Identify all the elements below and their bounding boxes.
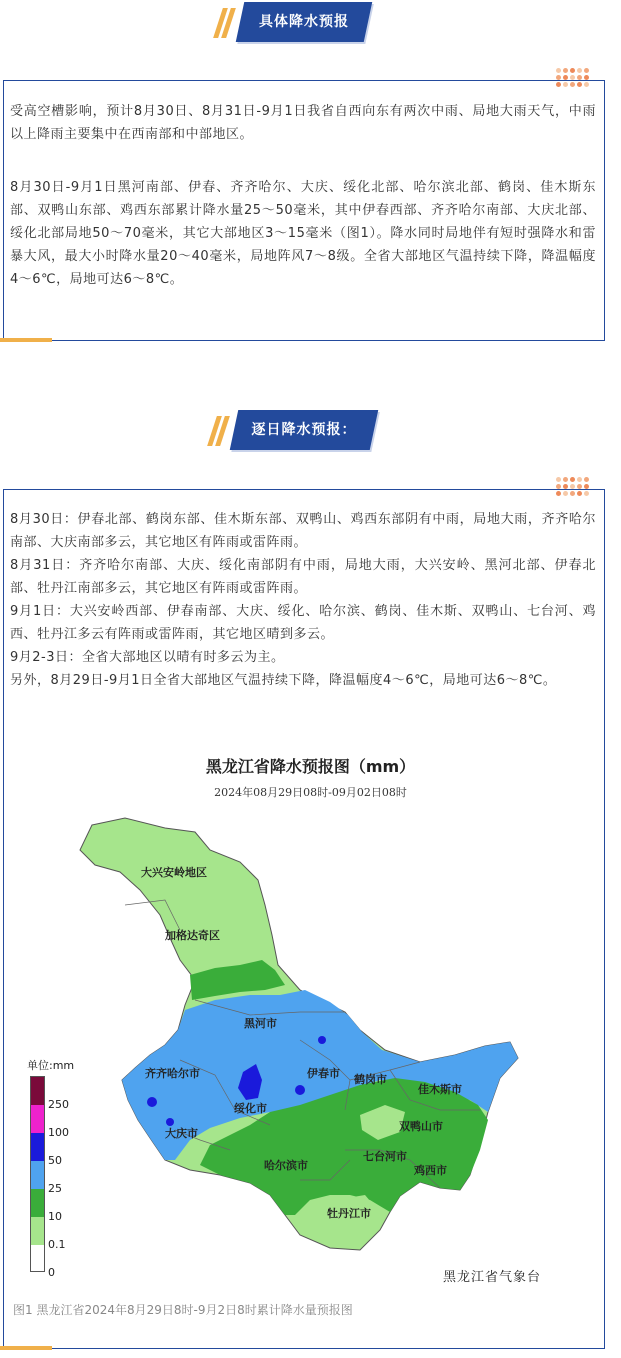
daily-item: 8月31日：齐齐哈尔南部、大庆、绥化南部阴有中雨，局地大雨，大兴安岭、黑河北部、伊春北部、牡丹江南部多云，其它地区有阵雨或雷阵雨。 [10, 558, 596, 596]
dot-decoration [577, 477, 582, 482]
dot-decoration [563, 68, 568, 73]
legend-label: 50 [48, 1154, 62, 1167]
precip-50-100-area [166, 1118, 174, 1126]
dot-decoration [570, 477, 575, 482]
legend-label: 10 [48, 1210, 62, 1223]
precip-50-100-area [147, 1097, 157, 1107]
dot-decoration [563, 491, 568, 496]
section-title: 具体降水预报 [259, 14, 349, 30]
legend-swatch [31, 1105, 44, 1133]
section-header-daily [0, 410, 621, 454]
legend-colorbar [30, 1076, 45, 1272]
dot-decoration [570, 82, 575, 87]
dot-decoration [563, 75, 568, 80]
dot-decoration [584, 491, 589, 496]
region-label: 黑河市 [244, 1017, 277, 1030]
dot-decoration [563, 82, 568, 87]
dot-decoration [563, 477, 568, 482]
section-title: 逐日降水预报： [251, 422, 357, 438]
dot-decoration [556, 68, 561, 73]
map-title: 黑龙江省降水预报图（mm） [205, 757, 416, 776]
dot-decoration [570, 484, 575, 489]
legend-swatch [31, 1217, 44, 1245]
precipitation-map [0, 800, 621, 1270]
region-label: 加格达奇区 [165, 929, 220, 942]
dot-decoration [577, 75, 582, 80]
legend-label: 100 [48, 1126, 69, 1139]
region-label: 七台河市 [363, 1150, 407, 1163]
precip-50-100-area [295, 1085, 305, 1095]
daily-item: 8月30日：伊春北部、鹤岗东部、佳木斯东部、双鸭山、鸡西东部阴有中雨，局地大雨，齐齐哈尔南部、大庆南部多云，其它地区有阵雨或雷阵雨。 [10, 512, 596, 550]
dot-decoration [584, 82, 589, 87]
dot-decoration [584, 484, 589, 489]
region-label: 伊春市 [307, 1067, 340, 1080]
region-label: 大兴安岭地区 [141, 866, 207, 879]
dots-decoration-icon [556, 477, 590, 499]
dot-decoration [556, 82, 561, 87]
region-label: 绥化市 [234, 1102, 267, 1115]
dot-decoration [570, 68, 575, 73]
dot-decoration [584, 75, 589, 80]
dots-decoration-icon [556, 68, 590, 90]
dot-decoration [556, 484, 561, 489]
region-label: 佳木斯市 [418, 1083, 462, 1096]
dot-decoration [577, 491, 582, 496]
legend-label: 25 [48, 1182, 62, 1195]
legend-swatch [31, 1189, 44, 1217]
dot-decoration [570, 491, 575, 496]
region-label: 齐齐哈尔市 [145, 1067, 200, 1080]
dot-decoration [563, 484, 568, 489]
intro-paragraph: 受高空槽影响，预计8月30日、8月31日-9月1日我省自西向东有两次中雨、局地大雨天气，中雨以上降雨主要集中在西南部和中部地区。 [10, 104, 596, 142]
section-header-forecast [0, 2, 621, 46]
dot-decoration [556, 75, 561, 80]
map-source: 黑龙江省气象台 [443, 1270, 542, 1285]
daily-item: 9月2-3日：全省大部地区以晴有时多云为主。 [10, 650, 285, 665]
legend-swatch [31, 1245, 44, 1271]
legend-swatch [31, 1077, 44, 1105]
precip-50-100-area [318, 1036, 326, 1044]
legend-unit: 单位:mm [27, 1059, 75, 1072]
region-label: 大庆市 [165, 1127, 198, 1140]
dot-decoration [577, 484, 582, 489]
detail-paragraph: 8月30日-9月1日黑河南部、伊春、齐齐哈尔、大庆、绥化北部、哈尔滨北部、鹤岗、佳木斯东部、双鸭山东部、鸡西东部累计降水量25～50毫米，其中伊春西部、齐齐哈尔南部、大庆北部、绥化北部局地50～70毫米，其它大部地区3～15毫米（图1）。降水同时局地伴有短时强降水和雷暴大风，最大小时降水量20～40毫米，局地阵风7～8级。全省大部地区气温持续下降，降温幅度4～6℃，局地可达6～8℃。 [10, 180, 596, 287]
region-label: 哈尔滨市 [264, 1159, 308, 1172]
card-accent-bar [0, 1346, 52, 1350]
dot-decoration [584, 477, 589, 482]
legend-label: 0.1 [48, 1238, 66, 1251]
map-subtitle: 2024年08月29日08时-09月02日08时 [214, 786, 407, 799]
dot-decoration [577, 68, 582, 73]
dot-decoration [577, 82, 582, 87]
dot-decoration [570, 75, 575, 80]
legend-swatch [31, 1133, 44, 1161]
daily-item: 另外，8月29日-9月1日全省大部地区气温持续下降，降温幅度4～6℃，局地可达6～8℃。 [10, 673, 557, 688]
card-accent-bar [0, 338, 52, 342]
dot-decoration [556, 491, 561, 496]
legend-swatch [31, 1161, 44, 1189]
region-label: 鸡西市 [414, 1164, 447, 1177]
dot-decoration [556, 477, 561, 482]
legend-label: 0 [48, 1266, 55, 1279]
dot-decoration [584, 68, 589, 73]
daily-item: 9月1日：大兴安岭西部、伊春南部、大庆、绥化、哈尔滨、鹤岗、佳木斯、双鸭山、七台河、鸡西、牡丹江多云有阵雨或雷阵雨，其它地区晴到多云。 [10, 604, 596, 642]
legend-label: 250 [48, 1098, 69, 1111]
region-label: 鹤岗市 [354, 1073, 387, 1086]
figure-caption: 图1 黑龙江省2024年8月29日8时-9月2日8时累计降水量预报图 [13, 1303, 353, 1317]
region-label: 双鸭山市 [399, 1120, 443, 1133]
daily-forecast-list [10, 508, 596, 692]
region-label: 牡丹江市 [327, 1207, 371, 1220]
